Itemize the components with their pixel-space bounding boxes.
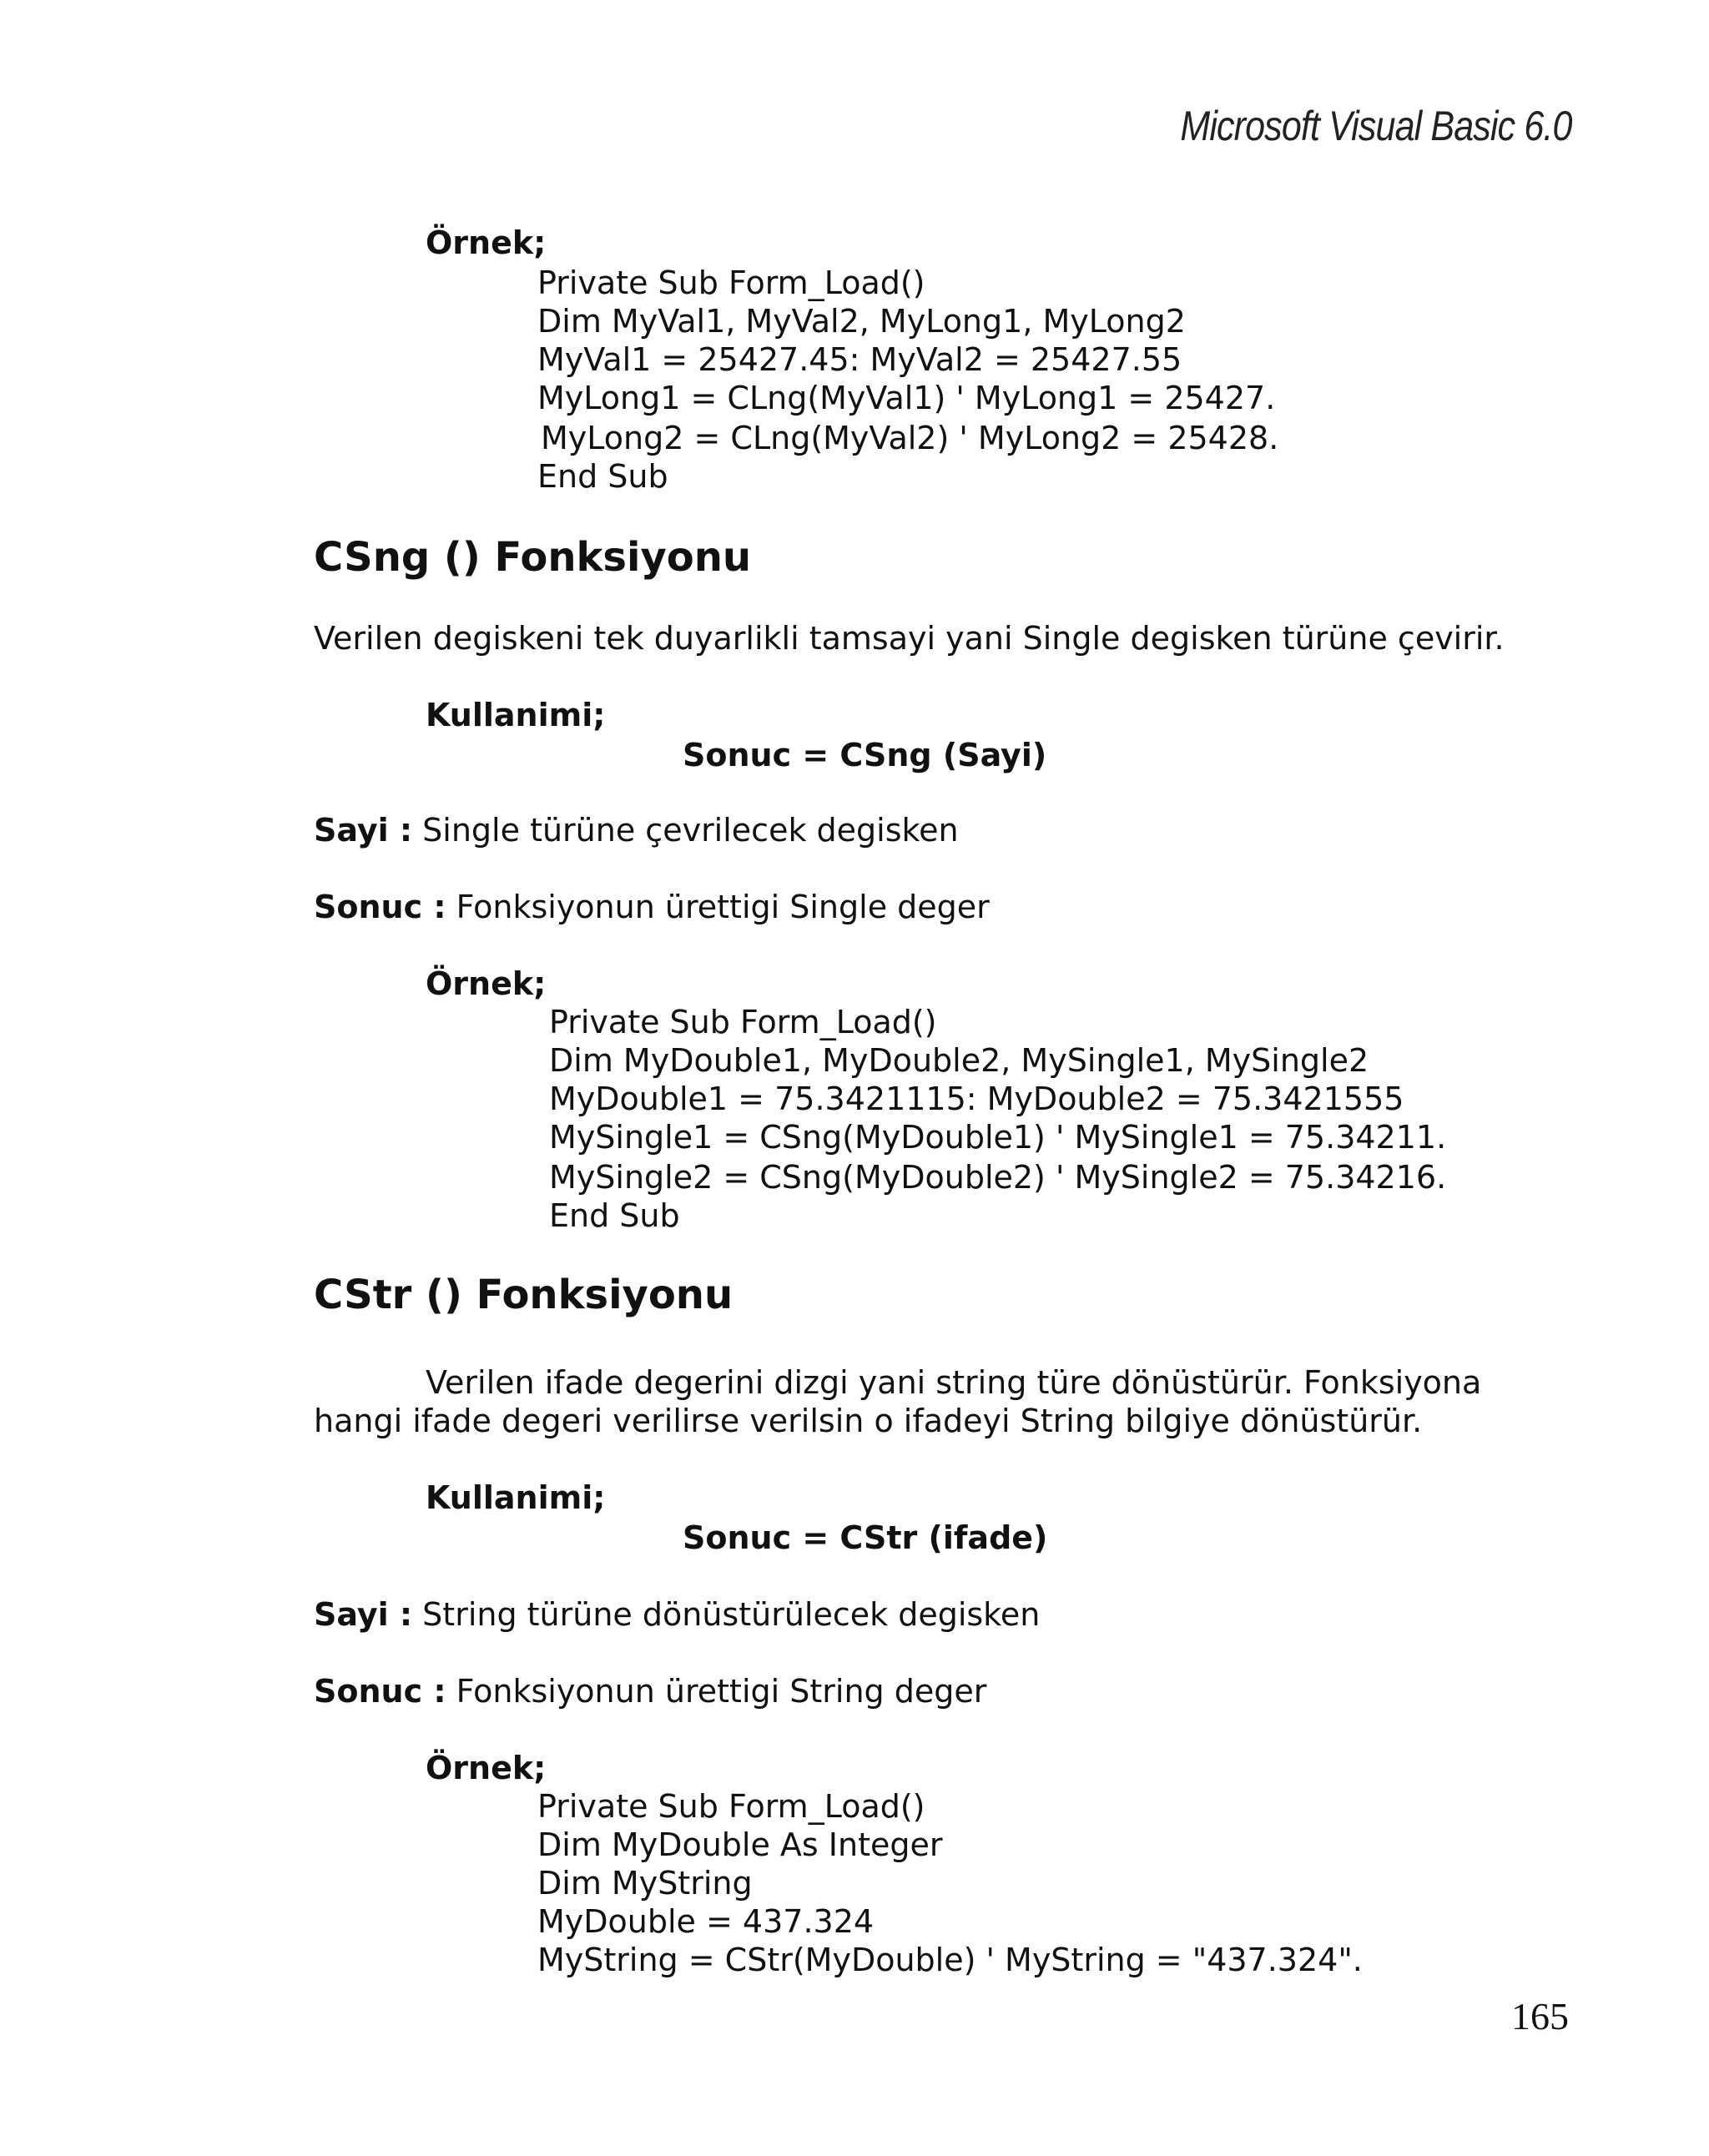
code-line: MySingle2 = CSng(MyDouble2) ' MySingle2 = 75.34216. <box>549 1159 1447 1196</box>
usage-syntax: Sonuc = CSng (Sayi) <box>683 737 1047 773</box>
parameter-line <box>314 811 959 849</box>
code-line: MyDouble1 = 75.3421115: MyDouble2 = 75.3421555 <box>549 1081 1404 1117</box>
section-description: hangi ifade degeri verilirse verilsin o ifadeyi String bilgiye dönüstürür. <box>314 1403 1423 1439</box>
usage-label: Kullanimi; <box>426 697 606 733</box>
example-label: Örnek; <box>426 1750 547 1786</box>
code-line: Dim MyDouble1, MyDouble2, MySingle1, MySingle2 <box>549 1042 1369 1079</box>
code-line: Private Sub Form_Load() <box>549 1004 937 1040</box>
example-label: Örnek; <box>426 224 547 261</box>
code-line: End Sub <box>549 1197 680 1234</box>
running-header: Microsoft Visual Basic 6.0 <box>1180 103 1572 149</box>
code-line: MyLong1 = CLng(MyVal1) ' MyLong1 = 25427. <box>537 380 1276 416</box>
usage-label: Kullanimi; <box>426 1479 606 1516</box>
result-name: Sonuc : <box>314 1673 446 1710</box>
code-line: Private Sub Form_Load() <box>537 264 925 301</box>
result-name: Sonuc : <box>314 889 446 925</box>
parameter-name: Sayi : <box>314 1596 413 1633</box>
parameter-description: String türüne dönüstürülecek degisken <box>422 1596 1041 1633</box>
parameter-line <box>314 1595 1040 1634</box>
code-line: MyDouble = 437.324 <box>537 1903 875 1940</box>
section-heading-csng: CSng () Fonksiyonu <box>314 534 752 581</box>
page-number: 165 <box>1511 1995 1569 2038</box>
usage-syntax: Sonuc = CStr (ifade) <box>683 1519 1048 1556</box>
parameter-name: Sayi : <box>314 812 413 849</box>
code-line: End Sub <box>537 458 668 495</box>
result-description: Fonksiyonun ürettigi String deger <box>456 1673 987 1710</box>
code-line: MySingle1 = CSng(MyDouble1) ' MySingle1 = 75.34211. <box>549 1119 1447 1156</box>
code-line: Dim MyDouble As Integer <box>537 1826 943 1863</box>
code-line: Dim MyVal1, MyVal2, MyLong1, MyLong2 <box>537 303 1186 340</box>
result-line <box>314 888 990 926</box>
result-line <box>314 1672 986 1710</box>
parameter-description: Single türüne çevrilecek degisken <box>422 812 959 849</box>
result-description: Fonksiyonun ürettigi Single deger <box>456 889 990 925</box>
code-line: Private Sub Form_Load() <box>537 1788 925 1825</box>
example-label: Örnek; <box>426 965 547 1002</box>
code-line: MyLong2 = CLng(MyVal2) ' MyLong2 = 25428. <box>541 420 1279 456</box>
section-heading-cstr: CStr () Fonksiyonu <box>314 1272 734 1318</box>
code-line: Dim MyString <box>537 1865 753 1902</box>
section-description: Verilen ifade degerini dizgi yani string türe dönüstürür. Fonksiyona <box>426 1364 1482 1401</box>
code-line: MyString = CStr(MyDouble) ' MyString = "437.324". <box>537 1942 1363 1978</box>
section-description: Verilen degiskeni tek duyarlikli tamsayi yani Single degisken türüne çevirir. <box>314 620 1505 657</box>
code-line: MyVal1 = 25427.45: MyVal2 = 25427.55 <box>537 341 1182 378</box>
